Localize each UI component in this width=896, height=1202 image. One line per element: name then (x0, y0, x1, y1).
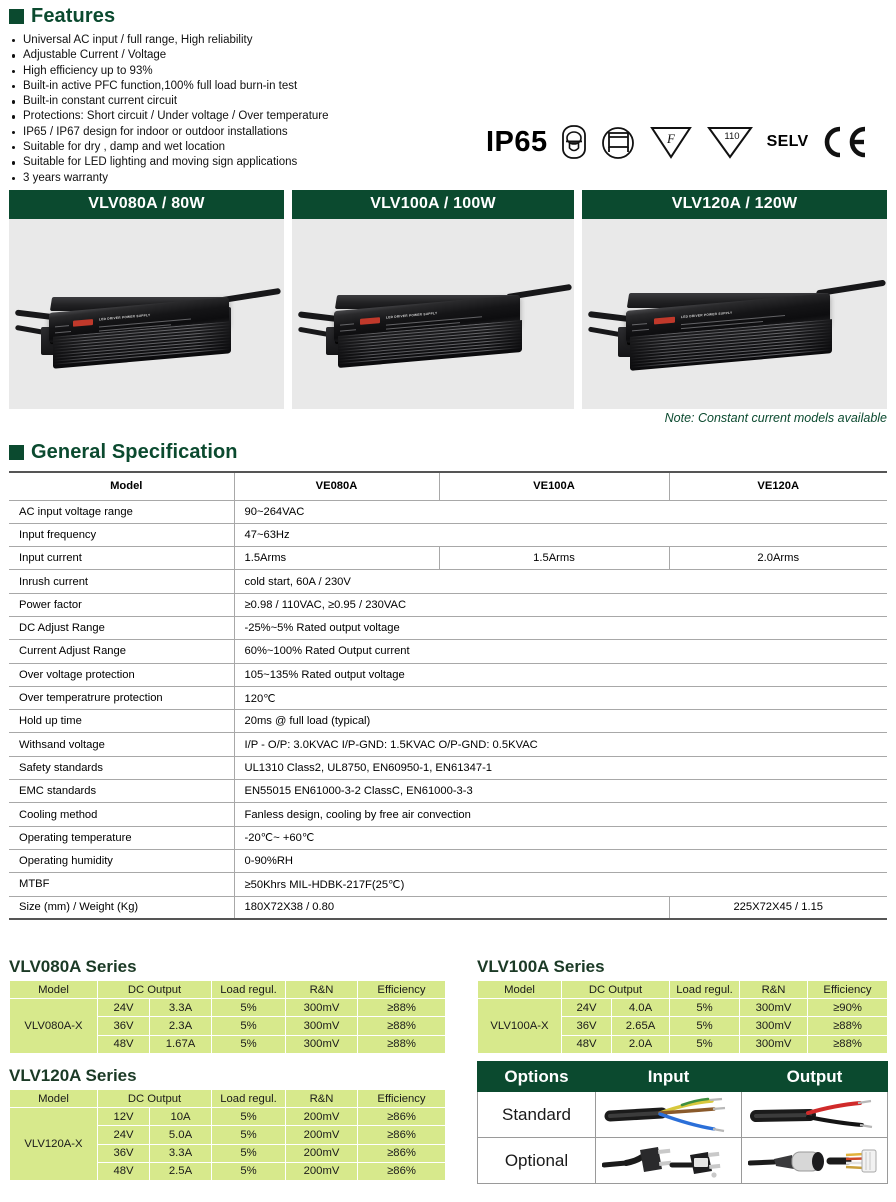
spec-print-line (632, 329, 649, 331)
series-model-name: VLV080A-X (10, 999, 98, 1054)
table-row (9, 849, 887, 872)
load-regulation: 5% (212, 1035, 286, 1053)
ripple-and-noise: 200mV (286, 1108, 358, 1126)
ce-mark-icon (821, 125, 867, 159)
spec-label: Hold up time (9, 710, 234, 733)
table-row (9, 873, 887, 896)
spec-label: Over voltage protection (9, 663, 234, 686)
spec-value: I/P - O/P: 3.0KVAC I/P-GND: 1.5KVAC O/P-GND: 0.5KVAC (234, 733, 887, 756)
column-header: Efficiency (358, 1090, 446, 1108)
series-data-table (9, 1089, 446, 1181)
series-header-row (10, 981, 446, 999)
column-header: DC Output (98, 981, 212, 999)
drip-proof-icon (561, 124, 587, 160)
list-item: High efficiency up to 93% (9, 64, 479, 79)
column-header: Load regul. (212, 981, 286, 999)
efficiency: ≥86% (358, 1126, 446, 1144)
series-title: VLV120A Series (9, 1066, 137, 1085)
ripple-and-noise: 300mV (286, 1035, 358, 1053)
spec-label: AC input voltage range (9, 500, 234, 523)
list-item: 3 years warranty (9, 171, 479, 186)
spec-label: MTBF (9, 873, 234, 896)
standard-output-cell (742, 1092, 888, 1138)
column-header: R&N (286, 981, 358, 999)
column-header: Model (478, 981, 562, 999)
dc-output-current: 2.65A (612, 1017, 670, 1035)
table-row (9, 547, 887, 570)
bare-wire-2-core-icon (750, 1095, 880, 1135)
efficiency: ≥88% (808, 1017, 888, 1035)
list-item: Universal AC input / full range, High reliability (9, 33, 479, 48)
series-header-row (478, 981, 888, 999)
ripple-and-noise: 200mV (286, 1126, 358, 1144)
led-driver-photo (298, 269, 568, 381)
product-image-panel (9, 219, 284, 409)
column-header-model: Model (9, 472, 234, 500)
spec-value: UL1310 Class2, UL8750, EN60950-1, EN61347-1 (234, 756, 887, 779)
features-heading (9, 5, 479, 28)
column-header: Load regul. (670, 981, 740, 999)
selv-label: SELV (766, 133, 809, 150)
column-header: Load regul. (212, 1090, 286, 1108)
ripple-and-noise: 300mV (740, 999, 808, 1017)
series-title: VLV100A Series (477, 957, 605, 976)
dc-output-voltage: 36V (98, 1017, 150, 1035)
table-row (9, 663, 887, 686)
spec-label: Power factor (9, 593, 234, 616)
spec-value: 2.0Arms (669, 547, 887, 570)
general-specification-table (9, 471, 887, 920)
dc-output-current: 10A (150, 1108, 212, 1126)
table-row (9, 780, 887, 803)
general-specification-heading (9, 441, 238, 464)
series-model-name: VLV100A-X (478, 999, 562, 1054)
product-image-panel (582, 219, 887, 409)
dc-output-current: 2.0A (612, 1035, 670, 1053)
spec-print-line (632, 323, 647, 325)
column-header-options: Options (478, 1062, 596, 1092)
efficiency: ≥90% (808, 999, 888, 1017)
series-table-vlv080a (9, 957, 445, 1054)
table-row (10, 1108, 446, 1126)
column-header: Model (10, 981, 98, 999)
independent-luminaire-icon (600, 124, 636, 160)
spec-value: -20℃~ +60℃ (234, 826, 887, 849)
led-driver-photo (15, 271, 277, 381)
table-row (9, 593, 887, 616)
column-header: Model (10, 1090, 98, 1108)
dc-output-current: 1.67A (150, 1035, 212, 1053)
table-row (9, 686, 887, 709)
list-item: Built-in active PFC function,100% full load burn-in test (9, 79, 479, 94)
series-header-row (10, 1090, 446, 1108)
table-row (9, 826, 887, 849)
spec-value: 1.5Arms (234, 547, 439, 570)
dc-output-voltage: 12V (98, 1108, 150, 1126)
spec-label: Cooling method (9, 803, 234, 826)
table-header-row (9, 472, 887, 500)
spec-label: Operating humidity (9, 849, 234, 872)
list-item: IP65 / IP67 design for indoor or outdoor installations (9, 125, 479, 140)
efficiency: ≥86% (358, 1108, 446, 1126)
optional-input-cell (596, 1138, 742, 1184)
column-header: R&N (740, 981, 808, 999)
standard-input-cell (596, 1092, 742, 1138)
dc-output-current: 5.0A (150, 1126, 212, 1144)
series-title: VLV080A Series (9, 957, 137, 976)
ip65-rating-label: IP65 (486, 125, 548, 158)
table-row (9, 616, 887, 639)
spec-value: 180X72X38 / 0.80 (234, 896, 669, 919)
spec-value: 120℃ (234, 686, 887, 709)
spec-print-line (55, 325, 69, 327)
series-data-table (9, 980, 446, 1054)
product-showcase (9, 190, 887, 409)
options-section (477, 1061, 887, 1184)
load-regulation: 5% (670, 1035, 740, 1053)
general-specification-heading-label: General Specification (31, 441, 238, 463)
list-item: Adjustable Current / Voltage (9, 48, 479, 63)
ripple-and-noise: 200mV (286, 1144, 358, 1162)
dc-output-voltage: 48V (562, 1035, 612, 1053)
110-temperature-triangle-icon (706, 124, 754, 160)
options-table (477, 1061, 888, 1184)
table-row (9, 756, 887, 779)
list-item: Suitable for dry , damp and wet location (9, 140, 479, 155)
dc-output-voltage: 24V (98, 999, 150, 1017)
column-header-ve120a: VE120A (669, 472, 887, 500)
spec-label: DC Adjust Range (9, 616, 234, 639)
spec-value: EN55015 EN61000-3-2 ClassC, EN61000-3-3 (234, 780, 887, 803)
ac-plug-connectors-icon (602, 1141, 736, 1181)
spec-label: Input frequency (9, 523, 234, 546)
driver-model-text: LED DRIVER POWER SUPPLY (99, 313, 151, 322)
ripple-and-noise: 300mV (286, 1017, 358, 1035)
spec-value: 47~63Hz (234, 523, 887, 546)
spec-value: 225X72X45 / 1.15 (669, 896, 887, 919)
spec-label: Size (mm) / Weight (Kg) (9, 896, 234, 919)
product-card-vlv080a (9, 190, 284, 409)
spec-label: Input current (9, 547, 234, 570)
features-list (9, 33, 479, 186)
series-model-name: VLV120A-X (10, 1108, 98, 1181)
efficiency: ≥86% (358, 1144, 446, 1162)
green-square-bullet-icon (9, 445, 24, 460)
options-row-optional (478, 1138, 888, 1184)
load-regulation: 5% (670, 999, 740, 1017)
load-regulation: 5% (212, 1108, 286, 1126)
spec-value: -25%~5% Rated output voltage (234, 616, 887, 639)
column-header: DC Output (98, 1090, 212, 1108)
spec-value: 0-90%RH (234, 849, 887, 872)
table-row (9, 570, 887, 593)
spec-value: ≥0.98 / 110VAC, ≥0.95 / 230VAC (234, 593, 887, 616)
efficiency: ≥88% (358, 1035, 446, 1053)
table-row (9, 896, 887, 919)
product-image-panel (292, 219, 574, 409)
dc-output-voltage: 24V (98, 1126, 150, 1144)
table-row (9, 640, 887, 663)
spec-label: Operating temperature (9, 826, 234, 849)
spec-value: cold start, 60A / 230V (234, 570, 887, 593)
list-item: Suitable for LED lighting and moving sign applications (9, 155, 479, 170)
dc-output-current: 3.3A (150, 999, 212, 1017)
load-regulation: 5% (212, 1017, 286, 1035)
load-regulation: 5% (212, 1162, 286, 1180)
spec-label: Inrush current (9, 570, 234, 593)
table-row (10, 999, 446, 1017)
spec-label: Withsand voltage (9, 733, 234, 756)
load-regulation: 5% (212, 1144, 286, 1162)
dc-output-current: 4.0A (612, 999, 670, 1017)
spec-table-body (9, 500, 887, 919)
features-heading-label: Features (31, 5, 116, 27)
spec-label: Safety standards (9, 756, 234, 779)
spec-print-line (340, 323, 354, 325)
efficiency: ≥88% (358, 999, 446, 1017)
load-regulation: 5% (212, 999, 286, 1017)
options-row-standard (478, 1092, 888, 1138)
ripple-and-noise: 300mV (286, 999, 358, 1017)
f-mark-triangle-icon (649, 124, 693, 160)
spec-value: 60%~100% Rated Output current (234, 640, 887, 663)
column-header-ve080a: VE080A (234, 472, 439, 500)
driver-model-text: LED DRIVER POWER SUPPLY (386, 311, 438, 320)
product-title: VLV120A / 120W (582, 190, 887, 219)
dc-output-voltage: 36V (98, 1144, 150, 1162)
product-card-vlv120a (582, 190, 887, 409)
ripple-and-noise: 300mV (740, 1035, 808, 1053)
efficiency: ≥88% (808, 1035, 888, 1053)
series-table-vlv120a (9, 1066, 445, 1181)
spec-value: ≥50Khrs MIL-HDBK-217F(25℃) (234, 873, 887, 896)
dc-output-current: 2.5A (150, 1162, 212, 1180)
product-title: VLV100A / 100W (292, 190, 574, 219)
spec-print-line (55, 331, 71, 333)
features-section (9, 5, 479, 186)
certification-marks (486, 124, 867, 160)
dc-connector-icon (748, 1141, 882, 1181)
spec-label: Over temperatrure protection (9, 686, 234, 709)
led-driver-photo (588, 267, 883, 385)
column-header-input: Input (596, 1062, 742, 1092)
options-header-row (478, 1062, 888, 1092)
load-regulation: 5% (670, 1017, 740, 1035)
green-square-bullet-icon (9, 9, 24, 24)
column-header: R&N (286, 1090, 358, 1108)
option-label-standard: Standard (478, 1092, 596, 1138)
optional-output-cell (742, 1138, 888, 1184)
column-header-output: Output (742, 1062, 888, 1092)
efficiency: ≥86% (358, 1162, 446, 1180)
product-title: VLV080A / 80W (9, 190, 284, 219)
brand-logo (73, 319, 93, 327)
series-data-table (477, 980, 888, 1054)
spec-value: 105~135% Rated output voltage (234, 663, 887, 686)
column-header: DC Output (562, 981, 670, 999)
column-header-ve100a: VE100A (439, 472, 669, 500)
spec-value: Fanless design, cooling by free air convection (234, 803, 887, 826)
ripple-and-noise: 200mV (286, 1162, 358, 1180)
table-row (9, 803, 887, 826)
load-regulation: 5% (212, 1126, 286, 1144)
efficiency: ≥88% (358, 1017, 446, 1035)
table-row (9, 500, 887, 523)
spec-value: 90~264VAC (234, 500, 887, 523)
column-header: Efficiency (808, 981, 888, 999)
driver-model-text: LED DRIVER POWER SUPPLY (681, 310, 733, 320)
dc-output-voltage: 24V (562, 999, 612, 1017)
table-row (9, 710, 887, 733)
spec-value: 1.5Arms (439, 547, 669, 570)
svg-text:F: F (666, 131, 675, 146)
dc-output-current: 2.3A (150, 1017, 212, 1035)
dc-output-current: 3.3A (150, 1144, 212, 1162)
list-item: Built-in constant current circuit (9, 94, 479, 109)
spec-print-line (340, 329, 356, 331)
table-row (9, 523, 887, 546)
spec-label: Current Adjust Range (9, 640, 234, 663)
brand-logo (654, 317, 675, 325)
constant-current-note: Note: Constant current models available (664, 411, 887, 425)
table-row (478, 999, 888, 1017)
product-card-vlv100a (292, 190, 574, 409)
column-header: Efficiency (358, 981, 446, 999)
ripple-and-noise: 300mV (740, 1017, 808, 1035)
list-item: Protections: Short circuit / Under voltage / Over temperature (9, 109, 479, 124)
series-table-vlv100a (477, 957, 887, 1054)
dc-output-voltage: 36V (562, 1017, 612, 1035)
table-row (9, 733, 887, 756)
dc-output-voltage: 48V (98, 1162, 150, 1180)
bare-wire-3-core-icon (604, 1095, 734, 1135)
spec-label: EMC standards (9, 780, 234, 803)
brand-logo (360, 317, 380, 325)
dc-output-voltage: 48V (98, 1035, 150, 1053)
svg-text:110: 110 (724, 131, 740, 142)
option-label-optional: Optional (478, 1138, 596, 1184)
spec-value: 20ms @ full load (typical) (234, 710, 887, 733)
